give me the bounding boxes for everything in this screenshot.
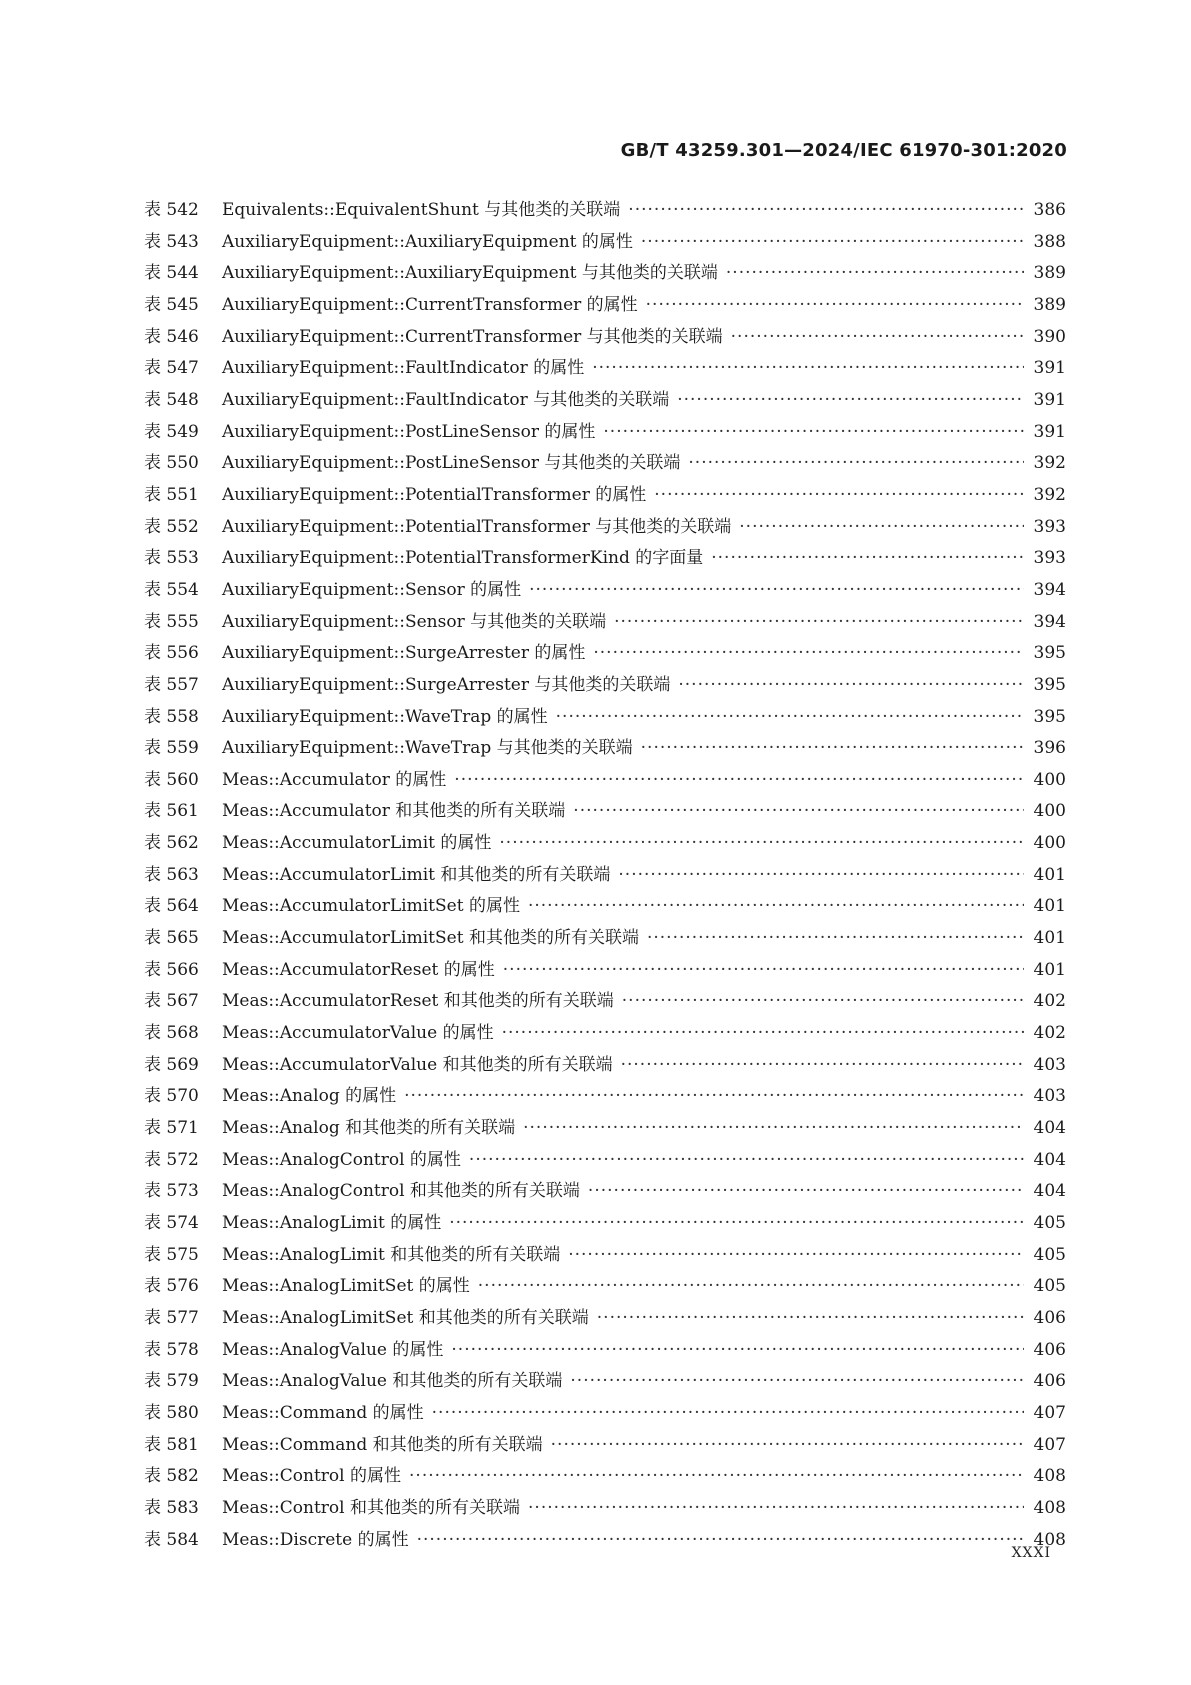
table-number: 表 552 [144,516,199,537]
table-number: 表 543 [144,231,199,252]
page-number: 394 [1033,611,1066,632]
page-number: 404 [1033,1181,1066,1202]
page-number: 402 [1033,991,1066,1012]
table-title: AuxiliaryEquipment::PotentialTransformerKind 的字面量 [222,548,704,569]
table-title: Meas::AnalogLimit 和其他类的所有关联端 [222,1244,561,1265]
toc-entry[interactable] [144,1176,1066,1208]
page-number: 394 [1033,579,1066,600]
page-number: 401 [1033,928,1066,949]
toc-entry[interactable] [144,1335,1066,1367]
dot-leader [528,896,1024,916]
dot-leader [622,991,1024,1011]
dot-leader [568,1245,1024,1265]
toc-entry[interactable] [144,1240,1066,1272]
page-number: 393 [1033,548,1066,569]
table-number: 表 578 [144,1339,199,1360]
table-number: 表 544 [144,263,199,284]
table-number: 表 562 [144,833,199,854]
toc-entry[interactable] [144,385,1066,417]
toc-entry[interactable] [144,290,1066,322]
table-title: Meas::AccumulatorLimit 的属性 [222,833,492,854]
table-title: Meas::AccumulatorValue 的属性 [222,1023,494,1044]
table-number: 表 579 [144,1371,199,1392]
table-number: 表 554 [144,579,199,600]
dot-leader [711,548,1024,568]
page-number: 395 [1033,674,1066,695]
page-number: 405 [1033,1276,1066,1297]
table-number: 表 556 [144,643,199,664]
table-of-contents [144,195,1066,1556]
table-number: 表 577 [144,1307,199,1328]
table-title: Meas::AccumulatorValue 和其他类的所有关联端 [222,1054,613,1075]
table-title: Meas::Discrete 的属性 [222,1529,409,1550]
toc-entry[interactable] [144,417,1066,449]
table-number: 表 584 [144,1529,199,1550]
toc-entry[interactable] [144,1493,1066,1525]
table-title: AuxiliaryEquipment::PostLineSensor 的属性 [222,421,596,442]
dot-leader [688,453,1024,473]
toc-entry[interactable] [144,1303,1066,1335]
dot-leader [621,1055,1024,1075]
toc-entry[interactable] [144,607,1066,639]
table-title: AuxiliaryEquipment::CurrentTransformer 的属性 [222,294,638,315]
toc-entry[interactable] [144,1081,1066,1113]
table-title: Meas::Analog 的属性 [222,1086,397,1107]
table-number: 表 547 [144,358,199,379]
table-title: Meas::AccumulatorLimitSet 的属性 [222,896,520,917]
table-title: Meas::Accumulator 的属性 [222,769,447,790]
toc-entry[interactable] [144,322,1066,354]
table-title: AuxiliaryEquipment::Sensor 与其他类的关联端 [222,611,607,632]
toc-entry[interactable] [144,1050,1066,1082]
dot-leader [570,1371,1024,1391]
table-number: 表 567 [144,991,199,1012]
toc-entry[interactable] [144,702,1066,734]
table-title: AuxiliaryEquipment::WaveTrap 的属性 [222,706,548,727]
toc-entry[interactable] [144,1398,1066,1430]
toc-entry[interactable] [144,860,1066,892]
table-number: 表 573 [144,1181,199,1202]
table-title: AuxiliaryEquipment::CurrentTransformer 与其他类的关联端 [222,326,723,347]
table-number: 表 559 [144,738,199,759]
table-number: 表 574 [144,1213,199,1233]
table-number: 表 548 [144,389,199,410]
table-title: Meas::Command 的属性 [222,1402,424,1423]
page-number: 403 [1033,1054,1066,1075]
table-title: Meas::AnalogControl 的属性 [222,1149,461,1170]
page-number: 389 [1033,294,1066,315]
dot-leader [593,643,1024,663]
dot-leader [641,738,1024,758]
table-title: Meas::AnalogControl 和其他类的所有关联端 [222,1181,580,1202]
dot-leader [409,1466,1024,1486]
page-number: 391 [1033,389,1066,410]
table-title: Meas::AccumulatorLimit 和其他类的所有关联端 [222,864,611,885]
table-number: 表 549 [144,421,199,442]
table-title: Meas::AccumulatorReset 的属性 [222,959,495,980]
page-number: 390 [1033,326,1066,347]
dot-leader [529,580,1024,600]
table-title: AuxiliaryEquipment::SurgeArrester 与其他类的关联端 [222,674,671,695]
dot-leader [502,1023,1024,1043]
toc-entry[interactable] [144,1430,1066,1462]
table-title: AuxiliaryEquipment::WaveTrap 与其他类的关联端 [222,738,633,759]
toc-entry[interactable] [144,923,1066,955]
toc-entry[interactable] [144,480,1066,512]
page-number: 406 [1033,1307,1066,1328]
table-number: 表 555 [144,611,199,632]
dot-leader [618,865,1024,885]
toc-entry[interactable] [144,955,1066,987]
dot-leader [739,517,1024,537]
toc-entry[interactable] [144,195,1066,227]
dot-leader [573,801,1024,821]
toc-entry[interactable] [144,828,1066,860]
table-title: Meas::Control 的属性 [222,1466,402,1487]
toc-entry[interactable] [144,891,1066,923]
table-number: 表 581 [144,1434,199,1455]
table-number: 表 566 [144,959,199,980]
table-title: AuxiliaryEquipment::AuxiliaryEquipment 的属性 [222,231,633,252]
toc-entry[interactable] [144,543,1066,575]
page-number: 393 [1033,516,1066,537]
page-number: 401 [1033,896,1066,917]
page-number: 408 [1033,1529,1066,1550]
page-number: 388 [1033,231,1066,252]
dot-leader [726,263,1024,283]
table-title: Meas::AccumulatorReset 和其他类的所有关联端 [222,991,614,1012]
table-number: 表 580 [144,1402,199,1423]
table-title: AuxiliaryEquipment::Sensor 的属性 [222,579,522,600]
toc-entry[interactable] [144,353,1066,385]
page-number: 402 [1033,1023,1066,1044]
table-title: AuxiliaryEquipment::PotentialTransformer 与其他类的关联端 [222,516,732,537]
dot-leader [451,1340,1024,1360]
dot-leader [454,770,1024,790]
table-number: 表 571 [144,1118,199,1139]
dot-leader [588,1181,1024,1201]
page-number: 404 [1033,1118,1066,1139]
dot-leader [597,1308,1024,1328]
table-number: 表 557 [144,674,199,695]
table-title: Meas::AnalogValue 的属性 [222,1339,444,1360]
table-title: Equivalents::EquivalentShunt 与其他类的关联端 [222,200,621,220]
table-number: 表 542 [144,200,199,220]
dot-leader [551,1435,1024,1455]
table-title: AuxiliaryEquipment::PotentialTransformer 的属性 [222,484,647,505]
table-title: Meas::AnalogLimit 的属性 [222,1213,442,1233]
table-number: 表 568 [144,1023,199,1044]
toc-entry[interactable] [144,765,1066,797]
dot-leader [499,833,1024,853]
dot-leader [628,200,1024,220]
dot-leader [449,1213,1024,1233]
table-number: 表 558 [144,706,199,727]
table-number: 表 545 [144,294,199,315]
toc-entry[interactable] [144,796,1066,828]
dot-leader [647,928,1024,948]
toc-entry[interactable] [144,258,1066,290]
table-number: 表 570 [144,1086,199,1107]
table-title: Meas::AccumulatorLimitSet 和其他类的所有关联端 [222,928,639,949]
table-number: 表 565 [144,928,199,949]
dot-leader [646,295,1024,315]
toc-entry[interactable] [144,986,1066,1018]
page-number: 392 [1033,453,1066,474]
page-number: 408 [1033,1466,1066,1487]
table-number: 表 560 [144,769,199,790]
table-title: Meas::AnalogValue 和其他类的所有关联端 [222,1371,563,1392]
page-number: 401 [1033,864,1066,885]
dot-leader [432,1403,1024,1423]
toc-entry[interactable] [144,1113,1066,1145]
page-number: 407 [1033,1434,1066,1455]
table-number: 表 576 [144,1276,199,1297]
table-number: 表 561 [144,801,199,822]
table-number: 表 582 [144,1466,199,1487]
table-title: AuxiliaryEquipment::SurgeArrester 的属性 [222,643,586,664]
page-number: 395 [1033,643,1066,664]
toc-entry[interactable] [144,1366,1066,1398]
page-number-roman: XXXI [1011,1545,1051,1561]
dot-leader [603,422,1024,442]
toc-entry[interactable] [144,638,1066,670]
table-number: 表 564 [144,896,199,917]
table-number: 表 583 [144,1497,199,1518]
dot-leader [678,675,1024,695]
table-number: 表 575 [144,1244,199,1265]
page-number: 408 [1033,1497,1066,1518]
table-title: Meas::AnalogLimitSet 的属性 [222,1276,470,1297]
table-title: AuxiliaryEquipment::FaultIndicator 的属性 [222,358,585,379]
toc-entry[interactable] [144,227,1066,259]
toc-entry[interactable] [144,575,1066,607]
table-title: Meas::AnalogLimitSet 和其他类的所有关联端 [222,1307,589,1328]
table-title: Meas::Analog 和其他类的所有关联端 [222,1118,516,1139]
toc-entry[interactable] [144,1018,1066,1050]
table-title: Meas::Accumulator 和其他类的所有关联端 [222,801,566,822]
table-number: 表 572 [144,1149,199,1170]
toc-entry[interactable] [144,733,1066,765]
dot-leader [641,232,1024,252]
table-title: AuxiliaryEquipment::PostLineSensor 与其他类的关联端 [222,453,681,474]
page-number: 401 [1033,959,1066,980]
page-number: 392 [1033,484,1066,505]
toc-entry[interactable] [144,1525,1066,1557]
dot-leader [469,1150,1024,1170]
table-number: 表 551 [144,484,199,505]
dot-leader [592,358,1024,378]
dot-leader [417,1530,1024,1550]
table-number: 表 546 [144,326,199,347]
table-number: 表 550 [144,453,199,474]
table-number: 表 569 [144,1054,199,1075]
page-number: 403 [1033,1086,1066,1107]
page-number: 396 [1033,738,1066,759]
page-number: 400 [1033,769,1066,790]
page-number: 391 [1033,358,1066,379]
page-number: 395 [1033,706,1066,727]
page-number: 406 [1033,1339,1066,1360]
toc-entry[interactable] [144,670,1066,702]
dot-leader [478,1276,1024,1296]
toc-entry[interactable] [144,512,1066,544]
table-number: 表 553 [144,548,199,569]
dot-leader [523,1118,1024,1138]
table-title: AuxiliaryEquipment::AuxiliaryEquipment 与其他类的关联端 [222,263,718,284]
dot-leader [614,612,1024,632]
page-number: 405 [1033,1244,1066,1265]
page-number: 407 [1033,1402,1066,1423]
page-number: 391 [1033,421,1066,442]
page-number: 400 [1033,801,1066,822]
table-title: AuxiliaryEquipment::FaultIndicator 与其他类的关联端 [222,389,670,410]
page-number: 405 [1033,1213,1066,1233]
standard-header: GB/T 43259.301—2024/IEC 61970-301:2020 [620,140,1067,161]
page-number: 404 [1033,1149,1066,1170]
toc-entry[interactable] [144,1461,1066,1493]
dot-leader [528,1498,1024,1518]
page-number: 406 [1033,1371,1066,1392]
toc-entry[interactable] [144,1145,1066,1177]
page-number: 400 [1033,833,1066,854]
table-number: 表 563 [144,864,199,885]
page-number: 389 [1033,263,1066,284]
table-title: Meas::Control 和其他类的所有关联端 [222,1497,521,1518]
dot-leader [677,390,1024,410]
table-title: Meas::Command 和其他类的所有关联端 [222,1434,543,1455]
dot-leader [404,1086,1024,1106]
toc-entry[interactable] [144,448,1066,480]
dot-leader [556,707,1024,727]
toc-entry[interactable] [144,1271,1066,1303]
dot-leader [654,485,1024,505]
page-number: 386 [1033,200,1066,220]
dot-leader [503,960,1024,980]
toc-entry[interactable] [144,1208,1066,1240]
dot-leader [731,327,1024,347]
